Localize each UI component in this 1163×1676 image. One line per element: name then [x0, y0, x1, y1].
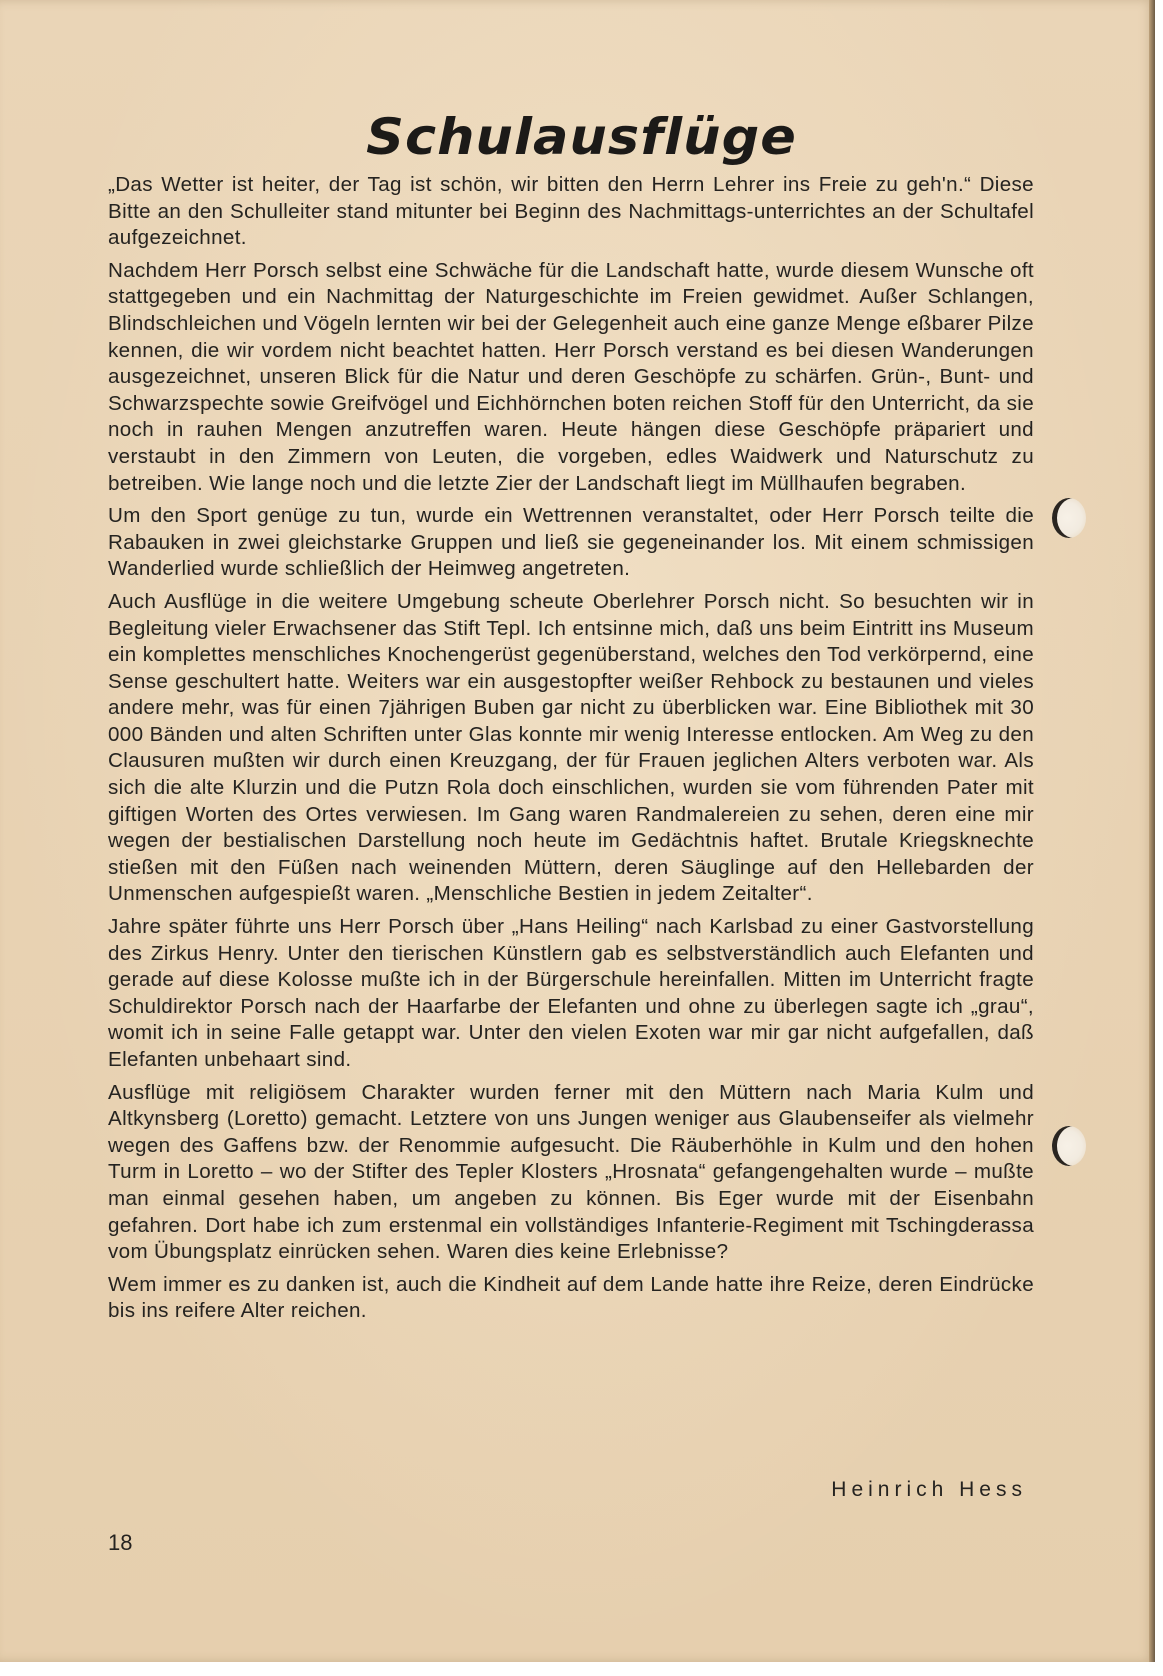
punch-hole-icon [1052, 1126, 1086, 1166]
page-edge-shadow [1149, 0, 1155, 1662]
paragraph-5: Jahre später führte uns Herr Porsch über „Hans Heiling“ nach Karlsbad zu einer Gastvorstellung des Zirkus Henry. Unter den tierischen Künstlern gab es selbstverständlich auch Elefanten und gerade auf diese Kolosse mußte ich in der Bürgerschule hereinfallen. Mitten im Unterricht fragte Schuldirektor Porsch nach der Haarfarbe der Elefanten und ohne zu überlegen sagte ich „grau“, womit ich in seine Falle getappt war. Unter den vielen Exoten war mir gar nicht aufgefallen, daß Elefanten unbehaart sind. [108, 915, 1034, 1071]
paragraph-4: Auch Ausflüge in die weitere Umgebung scheute Oberlehrer Porsch nicht. So besuchten wir in Begleitung vieler Erwachsener das Stift Tepl. Ich entsinne mich, daß uns beim Eintritt ins Museum ein komplettes menschliches Knochengerüst gegenüberstand, welches den Tod verkörpernd, eine Sense geschultert hatte. Weiters war ein ausgestopfter weißer Rehbock zu bestaunen und vieles andere mehr, was für einen 7jährigen Buben gar nicht zu überblicken war. Eine Bibliothek mit 30 000 Bänden und alten Schriften unter Glas konnte mir wenig Interesse entlocken. Am Weg zu den Clausuren mußten wir durch einen Kreuzgang, der für Frauen jeglichen Alters verboten war. Als sich die alte Klurzin und die Putzn Rola doch einschlichen, wurden sie vom führenden Pater mit giftigen Worten des Ortes verwiesen. Im Gang waren Randmalereien zu sehen, deren eine mir wegen der bestialischen Darstellung noch heute im Gedächtnis haftet. Brutale Kriegsknechte stießen mit den Füßen nach weinenden Müttern, deren Säuglinge auf den Hellebarden der Unmenschen aufgespießt waren. „Menschliche Bestien in jedem Zeitalter“. [108, 589, 1034, 906]
page-title: Schulausflüge [366, 108, 797, 166]
paragraph-1: „Das Wetter ist heiter, der Tag ist schön, wir bitten den Herrn Lehrer ins Freie zu geh'n.“ Diese Bitte an den Schulleiter stand mitunter bei Beginn des Nachmittags-unterrichtes an der Schultafel aufgezeichnet. [108, 173, 1034, 250]
paragraph-3: Um den Sport genüge zu tun, wurde ein Wettrennen veranstaltet, oder Herr Porsch teilte die Rabauken in zwei gleichstarke Gruppen und ließ sie gegeneinander los. Mit einem schmissigen Wanderlied wurde schließlich der Heimweg angetreten. [108, 504, 1034, 581]
paragraph-7: Wem immer es zu danken ist, auch die Kindheit auf dem Lande hatte ihre Reize, deren Eindrücke bis ins reifere Alter reichen. [108, 1272, 1034, 1323]
author-signature: Heinrich Hess [831, 1478, 1027, 1501]
paragraph-6: Ausflüge mit religiösem Charakter wurden ferner mit den Müttern nach Maria Kulm und Altkynsberg (Loretto) gemacht. Letztere von uns Jungen weniger aus Glaubenseifer als vielmehr wegen des Gaffens bzw. der Renommie aufgesucht. Die Räuberhöhle in Kulm und den hohen Turm in Loretto – wo der Stifter des Tepler Klosters „Hrosnata“ gefangengehalten wurde – mußte man einmal gesehen haben, um angeben zu können. Bis Eger wurde mit der Eisenbahn gefahren. Dort habe ich zum erstenmal ein vollständiges Infanterie-Regiment mit Tschingderassa vom Übungsplatz einrücken sehen. Waren dies keine Erlebnisse? [108, 1080, 1034, 1264]
paragraph-2: Nachdem Herr Porsch selbst eine Schwäche für die Landschaft hatte, wurde diesem Wunsche oft stattgegeben und ein Nachmittag der Naturgeschichte im Freien gewidmet. Außer Schlangen, Blindschleichen und Vögeln lernten wir bei der Gelegenheit auch eine ganze Menge eßbarer Pilze kennen, die wir vordem nicht beachtet hatten. Herr Porsch verstand es bei diesen Wanderungen ausgezeichnet, unseren Blick für die Natur und deren Geschöpfe zu schärfen. Grün-, Bunt- und Schwarzspechte sowie Greifvögel und Eichhörnchen boten reichen Stoff für den Unterricht, da sie noch in rauhen Mengen anzutreffen waren. Heute hängen diese Geschöpfe präpariert und verstaubt in den Zimmern von Leuten, die vorgeben, edles Waidwerk und Naturschutz zu betreiben. Wie lange noch und die letzte Zier der Landschaft liegt im Müllhaufen begraben. [108, 258, 1034, 495]
article-body [108, 172, 1034, 1331]
punch-hole-icon [1052, 498, 1086, 538]
page-number: 18 [108, 1530, 133, 1555]
